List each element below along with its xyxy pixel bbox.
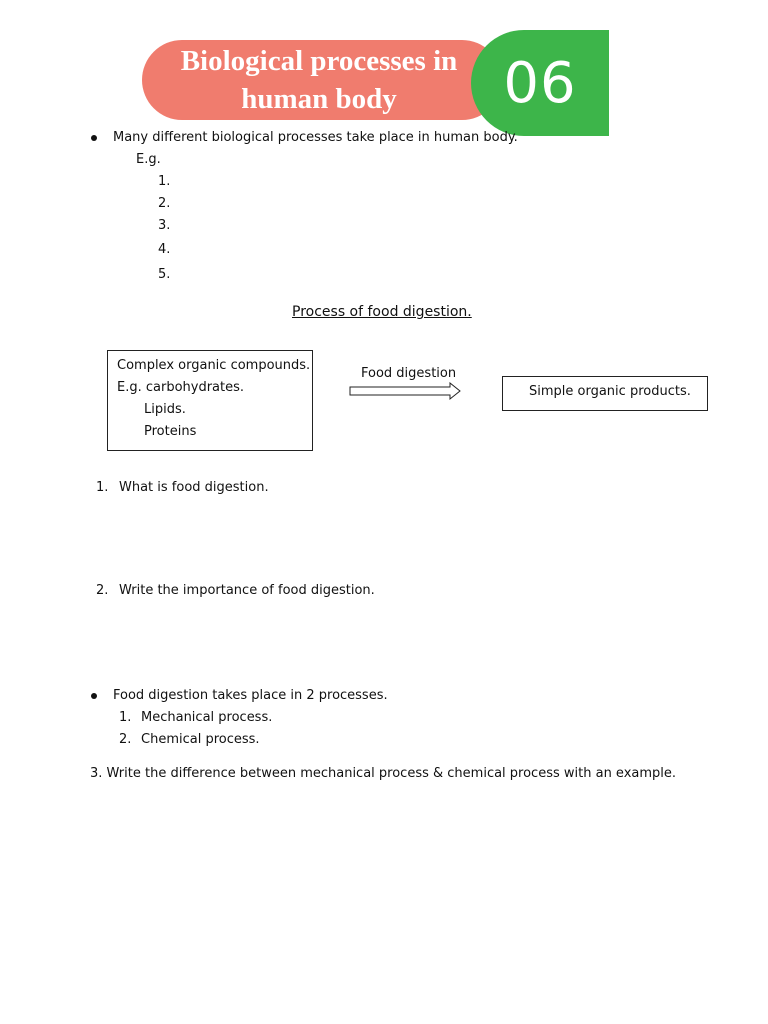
processes-intro-text: Food digestion takes place in 2 processes.	[113, 688, 388, 703]
bullet-dot	[91, 693, 97, 699]
chapter-number-badge: 06	[471, 30, 609, 136]
process-2-text: Chemical process.	[141, 732, 260, 747]
output-products-box	[502, 376, 708, 411]
section-heading: Process of food digestion.	[292, 304, 472, 320]
eg-label: E.g.	[136, 152, 161, 167]
title-line-2: human body	[241, 83, 397, 115]
compounds-line-1: Complex organic compounds.	[117, 358, 311, 373]
example-number-2: 2.	[158, 196, 171, 211]
compounds-line-2: E.g. carbohydrates.	[117, 380, 245, 395]
compounds-line-4: Proteins	[144, 424, 197, 439]
example-number-4: 4.	[158, 242, 171, 257]
output-products-text: Simple organic products.	[529, 384, 691, 399]
bullet-dot	[91, 135, 97, 141]
question-1-text: What is food digestion.	[119, 480, 269, 495]
input-compounds-box	[107, 350, 313, 451]
process-2-number: 2.	[119, 732, 132, 747]
process-1-number: 1.	[119, 710, 132, 725]
compounds-line-3: Lipids.	[144, 402, 186, 417]
question-2-number: 2.	[96, 583, 109, 598]
example-number-3: 3.	[158, 218, 171, 233]
example-number-1: 1.	[158, 174, 171, 189]
question-3-text: 3. Write the difference between mechanical process & chemical process with an example.	[90, 766, 677, 781]
title-line-1: Biological processes in	[180, 45, 458, 77]
process-1-text: Mechanical process.	[141, 710, 273, 725]
intro-text: Many different biological processes take place in human body.	[113, 130, 518, 145]
process-arrow	[348, 382, 464, 402]
example-number-5: 5.	[158, 267, 171, 282]
arrow-label: Food digestion	[361, 366, 457, 381]
page-title	[142, 40, 496, 120]
question-2-text: Write the importance of food digestion.	[119, 583, 375, 598]
question-1-number: 1.	[96, 480, 109, 495]
